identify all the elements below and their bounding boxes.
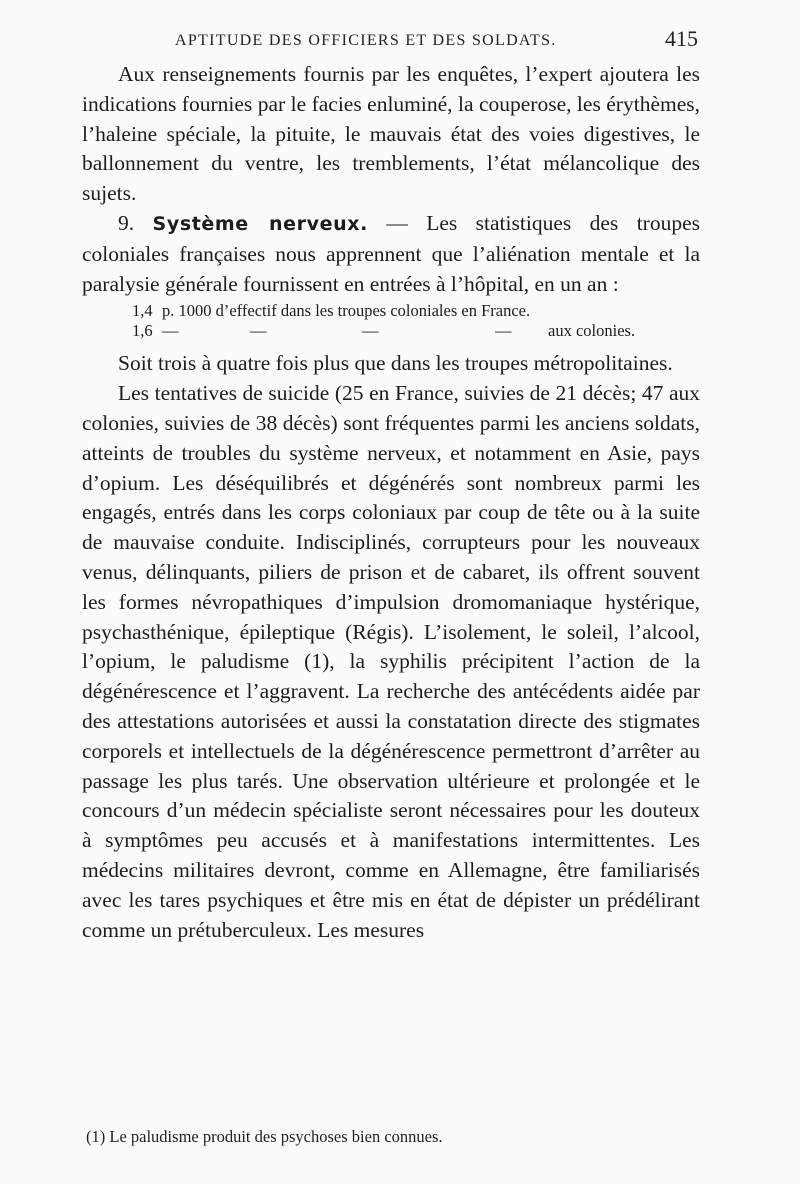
running-head <box>82 26 700 60</box>
paragraph-alcoholism-signs: Aux renseignements fournis par les enquêtes, l’expert ajoutera les indications fournies par le facies enluminé, la couperose, les érythèmes, l’haleine spéciale, la pituite, le mauvais état des voies digestives, le ballonnement du ventre, les tremblements, l’état mélancolique des sujets. <box>82 62 700 206</box>
paragraph-comparison: Soit trois à quatre fois plus que dans les troupes métropolitaines. <box>118 351 673 376</box>
rate-unit: p. 1000 d’effectif dans les troupes coloniales en France. <box>162 301 531 321</box>
body-text <box>82 60 700 945</box>
ditto-mark: — <box>362 321 379 341</box>
statistics-table <box>82 301 700 341</box>
footnote-marker: (1) <box>86 1127 106 1146</box>
footnote-reference: (1) <box>304 649 330 674</box>
statistics-row-colonies <box>132 321 700 341</box>
page-number: 415 <box>665 26 698 51</box>
section-intro-text: — Les statistiques des troupes coloniales françaises nous apprennent que l’aliénation mentale et la paralysie générale fournissent en entrées à l’hôpital, en un an : <box>82 210 701 296</box>
location-label: aux colonies. <box>548 321 636 341</box>
footnote-text: Le paludisme produit des psychoses bien connues. <box>109 1127 443 1146</box>
book-page <box>82 26 700 945</box>
ditto-mark: — <box>495 321 512 341</box>
ditto-mark: — <box>250 321 267 341</box>
paragraph-suicide-degeneration: Les tentatives de suicide (25 en France, suivies de 21 décès; 47 aux colonies, suivies de 38 décès) sont fréquentes parmi les anciens soldats, atteints de troubles du système nerveux, et notamment en Asie, pays d’opium. Les déséquilibrés et dégénérés sont nombreux parmi les engagés, entrés dans les corps coloniaux par coup de tête ou à la suite de mauvaise conduite. Indisciplinés, corrupteurs pour les nouveaux venus, délinquants, piliers de prison et de cabaret, ils offrent souvent les formes névropathiques d’impulsion dromomaniaque hystérique, psychasthénique, épileptique (Régis). L’isolement, le soleil, l’alcool, l’opium, le paludisme (1), la syphilis précipitent l’action de la dégénérescence et l’aggravent. La recherche des antécédents aidée par des attestations autorisées et aussi la constatation directe des stigmates corporels et intellectuels de la dégénérescence permettront d’arrêter au passage les plus tarés. Une observation ultérieure et prolongée et le concours d’un médecin spécialiste seront nécessaires pour les douteux à symptômes peu accusés et à manifestations intermittentes. Les médecins militaires devront, comme en Allemagne, être familiarisés avec les tares psychiques et être mis en état de dépister un prédélirant comme un prétuberculeux. Les mesures <box>82 381 701 942</box>
ditto-mark: — <box>162 321 179 341</box>
section-number: 9. <box>118 210 135 235</box>
running-title: APTITUDE DES OFFICIERS ET DES SOLDATS. <box>175 32 557 49</box>
section-heading: Système nerveux. <box>152 212 368 235</box>
paragraph-nervous-system <box>82 209 700 299</box>
statistics-row-france <box>132 301 700 321</box>
rate-value: 1,4 <box>132 301 153 321</box>
footnote <box>86 1127 443 1147</box>
rate-value: 1,6 <box>132 321 153 341</box>
